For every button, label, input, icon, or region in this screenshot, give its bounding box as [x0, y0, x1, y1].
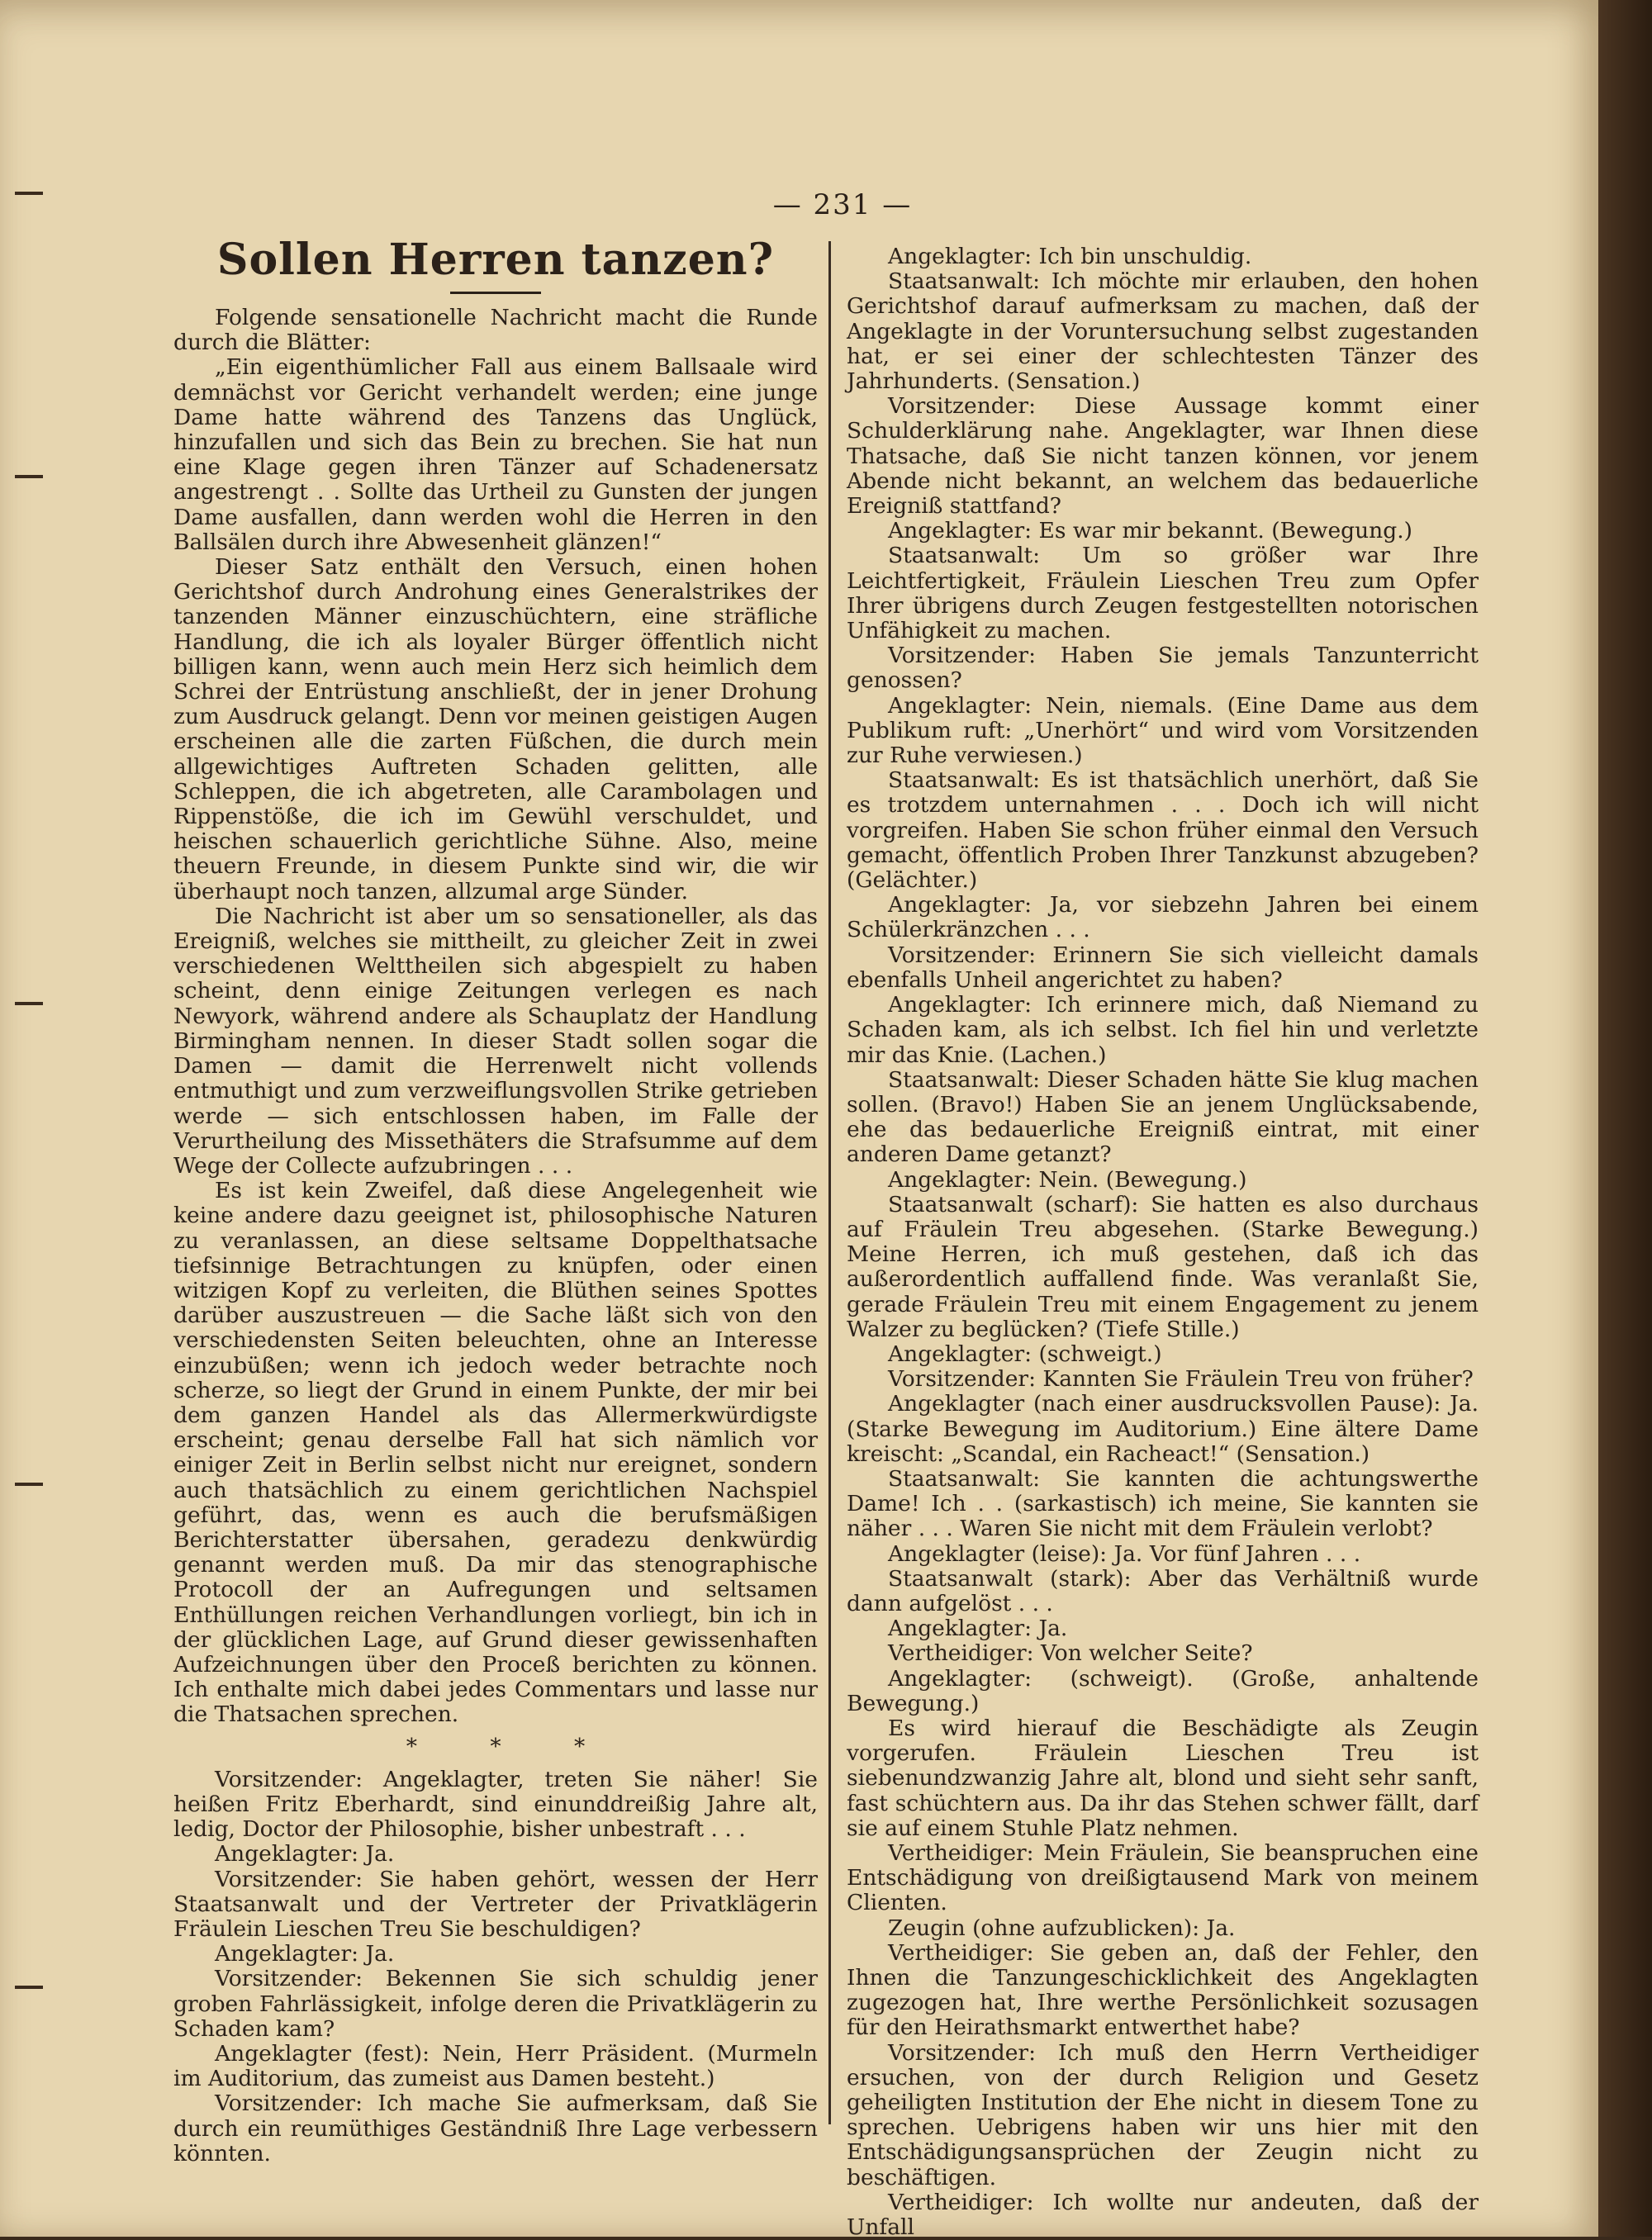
dialogue-line: Vorsitzender: Angeklagter, treten Sie näher! Sie heißen Fritz Eberhardt, sind einunddreißig Jahre alt, ledig, Doctor der Philosophie, bisher unbestraft . . . [173, 1766, 818, 1843]
left-column [173, 235, 818, 2166]
page-number: — 231 — [772, 188, 913, 221]
dialogue-line: Angeklagter: (schweigt). (Große, anhaltende Bewegung.) [847, 1665, 1479, 1716]
binding-mark [15, 192, 43, 195]
dialogue-line: Angeklagter: Ich bin unschuldig. [888, 244, 1252, 269]
binding-mark [15, 1483, 43, 1486]
dialogue-line: Staatsanwalt (scharf): Sie hatten es also durchaus auf Fräulein Treu abgesehen. (Starke Bewegung.) Meine Herren, ich muß gestehen, daß ich das außerordentlich auffallend finde. Was veranlaßt Sie, gerade Fräulein Treu mit einem Engagement zu jenem Walzer zu beglücken? (Tiefe Stille.) [847, 1191, 1479, 1342]
dialogue-line: Vertheidiger: Sie geben an, daß der Fehler, den Ihnen die Tanzungeschicklichkeit des Angeklagten zugezogen hat, Ihre werthe Persönlichkeit sozusagen für den Heirathsmarkt entwerthet habe? [847, 1939, 1479, 2041]
dialogue-line: Zeugin (ohne aufzublicken): Ja. [888, 1915, 1236, 1941]
dialogue-line: Angeklagter: Ich erinnere mich, daß Niemand zu Schaden kam, als ich selbst. Ich fiel hin und verletzte mir das Knie. (Lachen.) [847, 992, 1479, 1068]
dialogue-line: Vorsitzender: Haben Sie jemals Tanzunterricht genossen? [847, 643, 1479, 694]
right-column [847, 244, 1479, 2240]
dialogue-line: Staatsanwalt: Um so größer war Ihre Leichtfertigkeit, Fräulein Lieschen Treu zum Opfer Ihrer übrigens durch Zeugen festgestellten notorischen Unfähigkeit zu machen. [847, 543, 1479, 644]
paragraph: Folgende sensationelle Nachricht macht die Runde durch die Blätter: [173, 305, 818, 356]
dialogue-line: Vorsitzender: Bekennen Sie sich schuldig jener groben Fahrlässigkeit, infolge deren die Privatklägerin zu Schaden kam? [173, 1966, 818, 2042]
dialogue-line: Angeklagter (fest): Nein, Herr Präsident. (Murmeln im Auditorium, das zumeist aus Damen besteht.) [173, 2041, 818, 2092]
dialogue-line: Vorsitzender: Ich muß den Herrn Vertheidiger ersuchen, von der durch Religion und Gesetz geheiligten Institution der Ehe nicht in diesem Tone zu sprechen. Uebrigens haben wir uns hier mit den Entschädigungsansprüchen der Zeugin nicht zu beschäftigen. [847, 2039, 1479, 2190]
dialogue-line: Vertheidiger: Mein Fräulein, Sie beanspruchen eine Entschädigung von dreißigtausend Mark von meinem Clienten. [847, 1840, 1479, 1916]
paragraph: Die Nachricht ist aber um so sensationeller, als das Ereigniß, welches sie mittheilt, zu gleicher Zeit in zwei verschiedenen Welttheilen sich abgespielt zu haben scheint, denn einige Zeitungen verlegen es nach Newyork, während andere als Schauplatz der Handlung Birmingham nennen. In dieser Stadt sollen sogar die Damen — damit die Herrenwelt nicht vollends entmuthigt und zum verzweiflungsvollen Strike getrieben werde — sich entschlossen haben, im Falle der Verurtheilung des Missethäters die Strafsumme auf dem Wege der Collecte aufzubringen . . . [173, 903, 818, 1179]
dialogue-line: Staatsanwalt: Sie kannten die achtungswerthe Dame! Ich . . (sarkastisch) ich meine, Sie kannten sie näher . . . Waren Sie nicht mit dem Fräulein verlobt? [847, 1465, 1479, 1542]
dialogue-line: Vorsitzender: Diese Aussage kommt einer Schulderklärung nahe. Angeklagter, war Ihnen diese Thatsache, daß Sie nicht tanzen können, vor jenem Abende nicht bekannt, an welchem das bedauerliche Ereigniß stattfand? [847, 393, 1479, 520]
dialogue-line: Staatsanwalt: Dieser Schaden hätte Sie klug machen sollen. (Bravo!) Haben Sie an jenem Unglücksabende, ehe das bedauerliche Ereigniß eintrat, mit einer anderen Dame getanzt? [847, 1066, 1479, 1168]
dialogue-line: Angeklagter: Es war mir bekannt. (Bewegung.) [888, 518, 1412, 544]
paragraph: Es ist kein Zweifel, daß diese Angelegenheit wie keine andere dazu geeignet ist, philosophische Naturen zu veranlassen, an diese seltsame Doppelthatsache tiefsinnige Betrachtungen zu knüpfen, oder einen witzigen Kopf zu verleiten, die Blüthen seines Spottes darüber auszustreuen — die Sache läßt sich von den verschiedensten Seiten beleuchten, ohne an Interesse einzubüßen; wenn ich jedoch weder betrachte noch scherze, so liegt der Grund in einem Punkte, der mir bei dem ganzen Handel als das Allermerkwürdigste erscheint; genau derselbe Fall hat sich nämlich vor einiger Zeit in Berlin selbst nicht nur ereignet, sondern auch thatsächlich zu einem gerichtlichen Nachspiel geführt, das, wenn es auch die berufsmäßigen Berichterstatter übersahen, geradezu denkwürdig genannt werden muß. Da mir das stenographische Protocoll der an Aufregungen und seltsamen Enthüllungen reichen Verhandlungen vorliegt, bin ich in der glücklichen Lage, auf Grund dieser gewissenhaften Aufzeichnungen über den Proceß berichten zu können. Ich enthalte mich dabei jedes Commentars und lasse nur die Thatsachen sprechen. [173, 1178, 818, 1728]
section-separator: * * * [406, 1733, 619, 1759]
dialogue-line: Angeklagter: Nein, niemals. (Eine Dame aus dem Publikum ruft: „Unerhört“ und wird vom Vorsitzenden zur Ruhe verwiesen.) [847, 692, 1479, 769]
dialogue-line: Angeklagter: (schweigt.) [888, 1341, 1162, 1367]
dialogue-line: Angeklagter: Ja. [215, 1841, 395, 1867]
dialogue-line: Vorsitzender: Sie haben gehört, wessen der Herr Staatsanwalt und der Vertreter der Privatklägerin Fräulein Lieschen Treu Sie beschuldigen? [173, 1866, 818, 1942]
title-rule [450, 292, 541, 294]
dialogue-line: Angeklagter (leise): Ja. Vor fünf Jahren . . . [888, 1540, 1361, 1567]
dialogue-line: Staatsanwalt (stark): Aber das Verhältniß wurde dann aufgelöst . . . [847, 1565, 1479, 1616]
book-edge [1598, 0, 1652, 2237]
binding-mark [15, 1986, 43, 1989]
dialogue-line: Vertheidiger: Ich wollte nur andeuten, daß der Unfall [847, 2189, 1479, 2240]
column-divider [828, 241, 831, 2124]
dialogue-line: Vorsitzender: Kannten Sie Fräulein Treu von früher? [888, 1366, 1474, 1393]
dialogue-line: Vorsitzender: Erinnern Sie sich vielleicht damals ebenfalls Unheil angerichtet zu haben? [847, 942, 1479, 993]
dialogue-line: Staatsanwalt: Ich möchte mir erlauben, den hohen Gerichtshof darauf aufmerksam zu machen, daß der Angeklagte in der Voruntersuchung selbst zugestanden hat, er sei einer der schlechtesten Tänzer des Jahrhunderts. (Sensation.) [847, 268, 1479, 395]
dialogue-line: Angeklagter: Ja, vor siebzehn Jahren bei einem Schülerkränzchen . . . [847, 892, 1479, 943]
article-title: Sollen Herren tanzen? [216, 235, 775, 285]
dialogue-line: Angeklagter (nach einer ausdrucksvollen Pause): Ja. (Starke Bewegung im Auditorium.) Eine ältere Dame kreischt: „Scandal, ein Racheact!“ (Sensation.) [847, 1391, 1479, 1467]
dialogue-line: Staatsanwalt: Es ist thatsächlich unerhört, daß Sie es trotzdem unternahmen . . . Doch ich will nicht vorgreifen. Haben Sie schon früher einmal den Versuch gemacht, öffentlich Proben Ihrer Tanzkunst abzugeben? (Gelächter.) [847, 767, 1479, 894]
dialogue-line: Vorsitzender: Ich mache Sie aufmerksam, daß Sie durch ein reumüthiges Geständniß Ihre Lage verbessern könnten. [173, 2091, 818, 2166]
paragraph: „Ein eigenthümlicher Fall aus einem Ballsaale wird demnächst vor Gericht verhandelt werden; eine junge Dame hatte während des Tanzens das Unglück, hinzufallen und sich das Bein zu brechen. Sie hat nun eine Klage gegen ihren Tänzer auf Schadenersatz angestrengt . . Sollte das Urtheil zu Gunsten der jungen Dame ausfallen, dann werden wohl die Herren in den Ballsälen durch ihre Abwesenheit glänzen!“ [173, 354, 818, 555]
dialogue-line: Angeklagter: Nein. (Bewegung.) [888, 1166, 1247, 1193]
dialogue-line: Es wird hierauf die Beschädigte als Zeugin vorgerufen. Fräulein Lieschen Treu ist siebenundzwanzig Jahre alt, blond und sieht sehr sanft, fast schüchtern aus. Da ihr das Stehen schwer fällt, darf sie auf einem Stuhle Platz nehmen. [847, 1715, 1479, 1841]
binding-mark [15, 1002, 43, 1005]
binding-mark [15, 475, 43, 478]
dialogue-line: Vertheidiger: Von welcher Seite? [888, 1640, 1253, 1667]
paragraph: Dieser Satz enthält den Versuch, einen hohen Gerichtshof durch Androhung eines Generalstrikes der tanzenden Männer einzuschüchtern, eine sträfliche Handlung, die ich als loyaler Bürger öffentlich nicht billigen kann, wenn auch mein Herz sich heimlich dem Schrei der Entrüstung anschließt, der in jener Drohung zum Ausdruck gelangt. Denn vor meinen geistigen Augen erscheinen alle die zarten Füßchen, die durch mein allgewichtiges Auftreten Schaden gelitten, alle Schleppen, die ich abgetreten, alle Carambolagen und Rippenstöße, die ich im Gewühl verschuldet, und heischen schauerlich gerichtliche Sühne. Also, meine theuern Freunde, in diesem Punkte sind wir, die wir überhaupt noch tanzen, allzumal arge Sünder. [173, 554, 818, 904]
dialogue-line: Angeklagter: Ja. [215, 1941, 395, 1967]
dialogue-line: Angeklagter: Ja. [888, 1616, 1068, 1642]
